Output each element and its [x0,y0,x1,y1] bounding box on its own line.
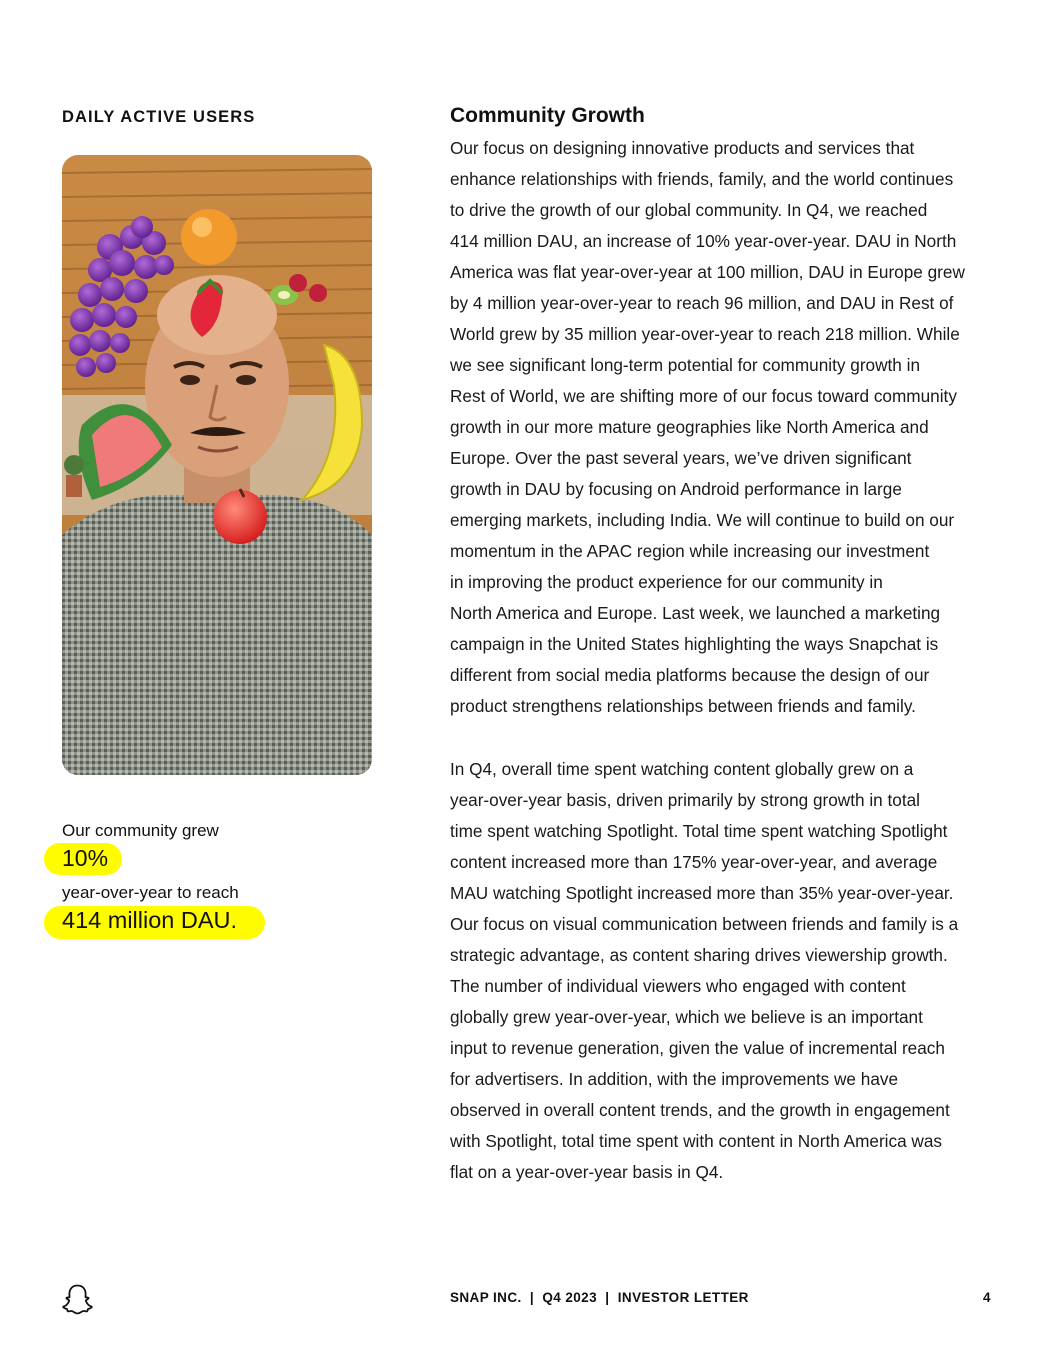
paragraph-community-growth [450,133,1010,722]
text-line: flat on a year-over-year basis in Q4. [450,1162,724,1182]
stat-intro-text: Our community grew [62,821,219,840]
text-line: time spent watching Spotlight. Total time spent watching Spotlight [450,821,948,841]
text-line: enhance relationships with friends, family, and the world continues [450,169,954,189]
text-line: growth in our more mature geographies like North America and [450,417,929,437]
ar-lens-photo [62,155,372,775]
text-line: with Spotlight, total time spent with content in North America was [450,1131,942,1151]
text-line: product strengthens relationships between friends and family. [450,696,916,716]
footer-document-title: SNAP INC. | Q4 2023 | INVESTOR LETTER [450,1290,749,1305]
text-line: MAU watching Spotlight increased more than 35% year-over-year. [450,883,954,903]
section-label: DAILY ACTIVE USERS [62,108,256,126]
text-line: strategic advantage, as content sharing drives viewership growth. [450,945,948,965]
text-line: Our focus on visual communication between friends and family is a [450,914,959,934]
text-line: year-over-year basis, driven primarily by strong growth in total [450,790,920,810]
text-line: 414 million DAU, an increase of 10% year-over-year. DAU in North [450,231,957,251]
text-line: emerging markets, including India. We will continue to build on our [450,510,955,530]
text-line: observed in overall content trends, and the growth in engagement [450,1100,950,1120]
text-line: The number of individual viewers who engaged with content [450,976,906,996]
text-line: In Q4, overall time spent watching content globally grew on a [450,759,914,779]
text-line: for advertisers. In addition, with the improvements we have [450,1069,899,1089]
text-line: different from social media platforms because the design of our [450,665,930,685]
text-line: North America and Europe. Last week, we launched a marketing [450,603,941,623]
text-line: content increased more than 175% year-over-year, and average [450,852,938,872]
text-line: momentum in the APAC region while increasing our investment [450,541,930,561]
text-line: Europe. Over the past several years, we’ve driven significant [450,448,912,468]
text-line: growth in DAU by focusing on Android performance in large [450,479,902,499]
text-line: we see significant long-term potential for community growth in [450,355,921,375]
text-line: Our focus on designing innovative products and services that [450,138,915,158]
page-number: 4 [983,1290,991,1305]
text-line: campaign in the United States highlighting the ways Snapchat is [450,634,939,654]
text-line: Rest of World, we are shifting more of our focus toward community [450,386,957,406]
stat-percent: 10% [62,845,109,871]
stat-middle-text: year-over-year to reach [62,883,239,902]
text-line: globally grew year-over-year, which we believe is an important [450,1007,923,1027]
text-line: in improving the product experience for our community in [450,572,883,592]
snapchat-ghost-icon [61,1283,94,1316]
text-line: World grew by 35 million year-over-year to reach 218 million. While [450,324,960,344]
text-line: by 4 million year-over-year to reach 96 million, and DAU in Rest of [450,293,954,313]
stat-dau-value: 414 million DAU. [62,907,238,933]
text-line: America was flat year-over-year at 100 million, DAU in Europe grew [450,262,965,282]
paragraph-content-engagement [450,754,1010,1188]
section-heading: Community Growth [450,104,645,127]
text-line: to drive the growth of our global community. In Q4, we reached [450,200,928,220]
text-line: input to revenue generation, given the value of incremental reach [450,1038,945,1058]
